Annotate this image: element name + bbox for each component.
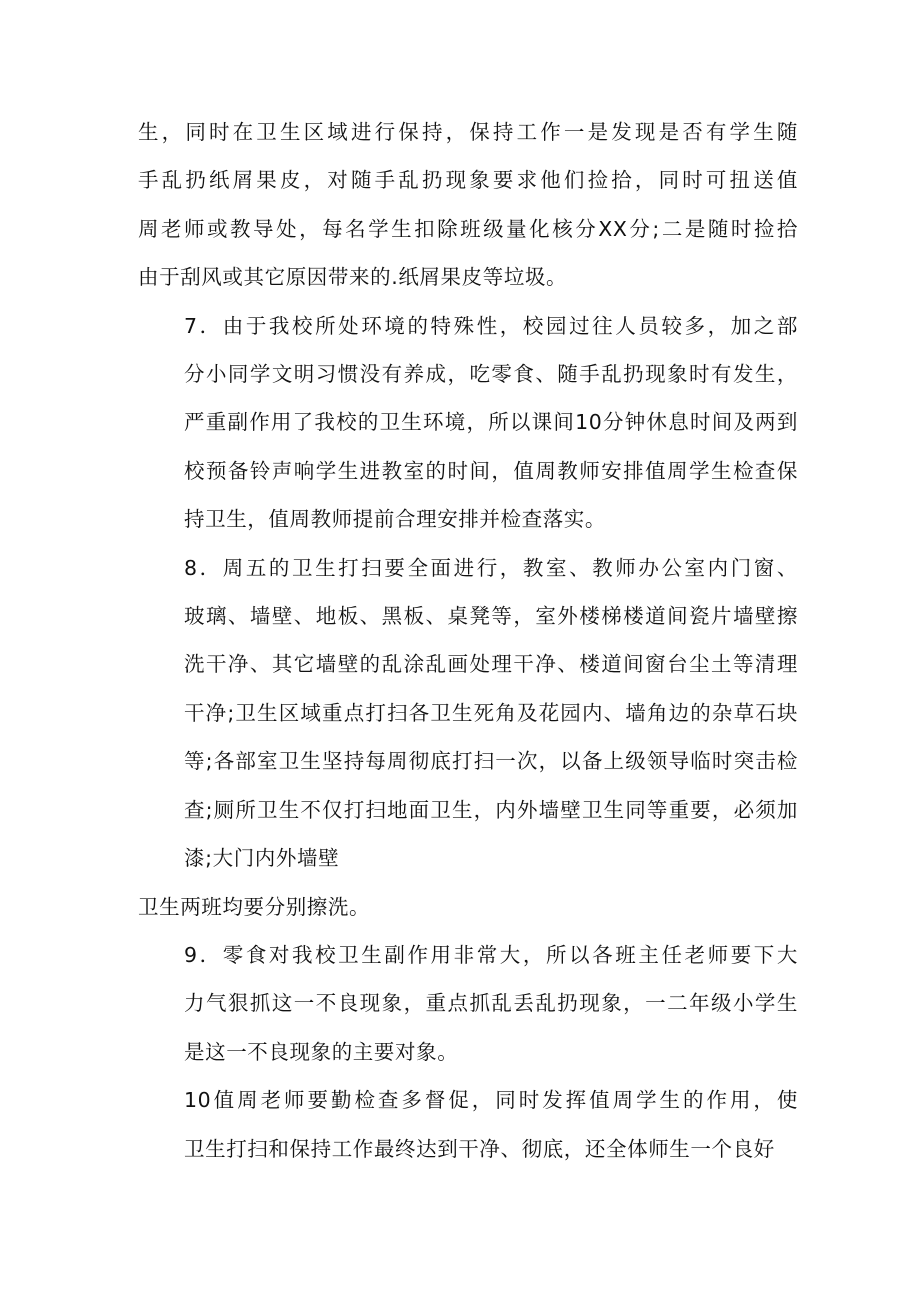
paragraph-8 [138,544,798,883]
text-line: 7．由于我校所处环境的特殊性，校园过往人员较多，加之部 [184,313,798,338]
text-line: 校预备铃声响学生进教室的时间，值周教师安排值周学生检查保 [184,458,798,483]
paragraph-7 [138,302,798,544]
paragraph-8-cont [138,883,798,931]
text-line: 查;厕所卫生不仅打扫地面卫生，内外墙壁卫生同等重要，必须加 [184,797,798,822]
text-line: 手乱扔纸屑果皮，对随手乱扔现象要求他们捡拾，同时可扭送值 [138,168,798,193]
paragraph-continued [138,108,798,302]
text-line: 持卫生，值周教师提前合理安排并检查落实。 [184,507,606,532]
text-line: 卫生打扫和保持工作最终达到干净、彻底，还全体师生一个良好 [184,1136,775,1161]
document-body [138,108,798,1173]
text-line: 洗干净、其它墙壁的乱涂乱画处理干净、楼道间窗台尘土等清理 [184,652,798,677]
text-line: 周老师或教导处，每名学生扣除班级量化核分XX分;二是随时捡拾 [138,216,798,241]
text-line: 玻璃、墙壁、地板、黑板、桌凳等，室外楼梯楼道间瓷片墙壁擦 [184,604,798,629]
text-line: 9．零食对我校卫生副作用非常大，所以各班主任老师要下大 [184,942,798,967]
text-line: 严重副作用了我校的卫生环境，所以课间10分钟休息时间及两到 [184,410,798,435]
text-line: 卫生两班均要分别擦洗。 [138,894,371,919]
text-line: 8．周五的卫生打扫要全面进行，教室、教师办公室内门窗、 [184,555,798,580]
text-line: 漆;大门内外墙壁 [184,846,340,871]
text-line: 干净;卫生区域重点打扫各卫生死角及花园内、墙角边的杂草石块 [184,700,798,725]
text-line: 等;各部室卫生坚持每周彻底打扫一次，以备上级领导临时突击检 [184,749,798,774]
text-line: 10值周老师要勤检查多督促，同时发挥值周学生的作用，使 [184,1088,798,1113]
text-line: 由于刮风或其它原因带来的.纸屑果皮等垃圾。 [138,265,568,290]
text-line: 力气狠抓这一不良现象，重点抓乱丢乱扔现象，一二年级小学生 [184,991,798,1016]
paragraph-10 [138,1076,798,1173]
text-line: 是这一不良现象的主要对象。 [184,1039,459,1064]
paragraph-9 [138,931,798,1076]
text-line: 生，同时在卫生区域进行保持，保持工作一是发现是否有学生随 [138,120,798,144]
text-line: 分小同学文明习惯没有养成，吃零食、随手乱扔现象时有发生， [184,362,798,387]
